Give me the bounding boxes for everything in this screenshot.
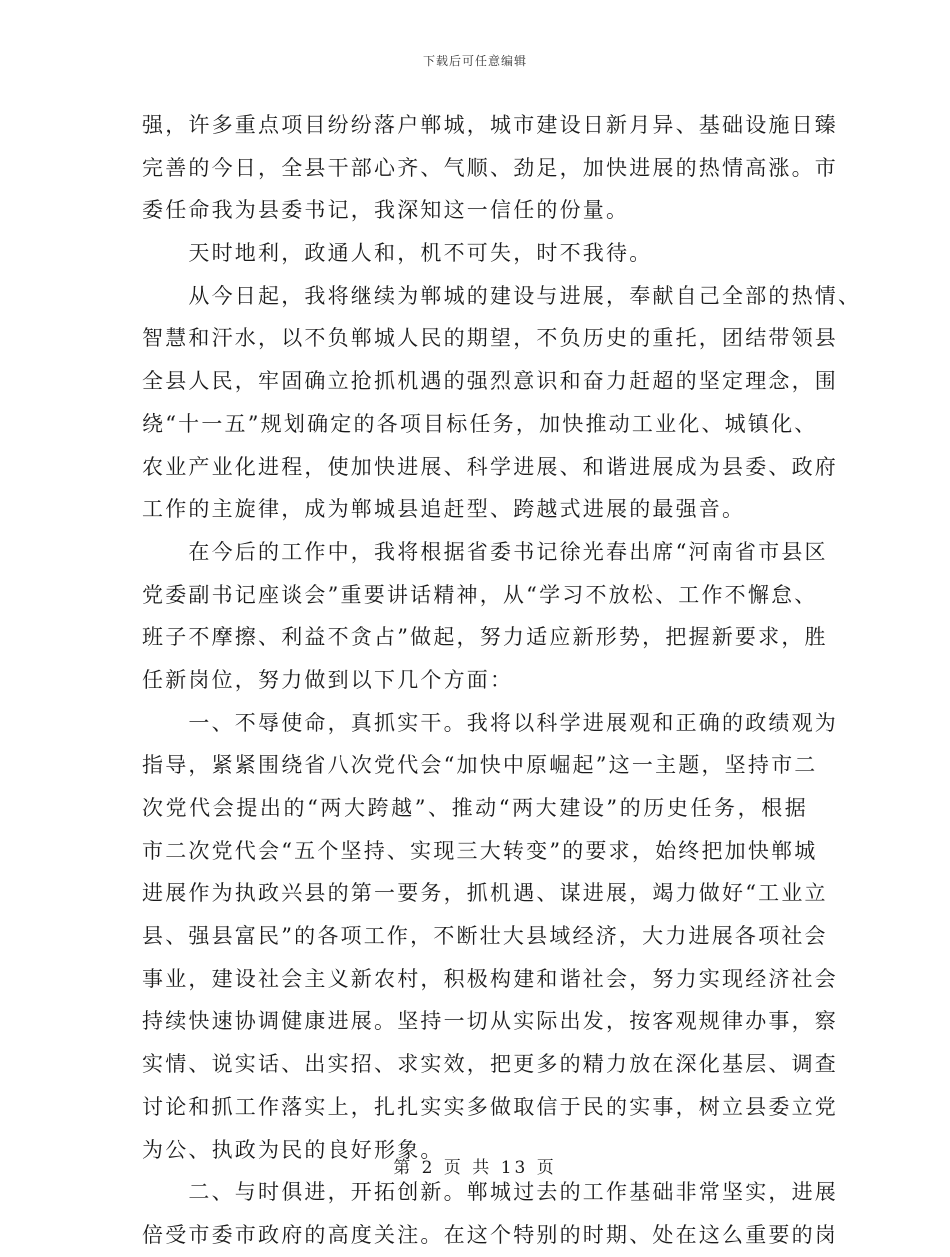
text-line: 强，许多重点项目纷纷落户郸城，城市建设日新月异、基础设施日臻: [142, 113, 838, 137]
text-line: 任新岗位，努力做到以下几个方面：: [142, 667, 514, 692]
text-line: 一、不辱使命，真抓实干。我将以科学进展观和正确的政绩观为: [142, 710, 838, 735]
text-line: 二、与时俱进，开拓创新。郸城过去的工作基础非常坚实，进展: [142, 1180, 838, 1205]
page-number-footer: 第 2 页 共 13 页: [393, 1158, 557, 1178]
text-line: 从今日起，我将继续为郸城的建设与进展，奉献自己全部的热情、: [142, 283, 862, 308]
text-line: 在今后的工作中，我将根据省委书记徐光春出席“河南省市县区: [142, 539, 828, 564]
text-line: 党委副书记座谈会”重要讲话精神，从“学习不放松、工作不懈怠、: [142, 582, 818, 607]
text-line: 县、强县富民”的各项工作，不断壮大县域经济，大力进展各项社会: [142, 924, 828, 949]
text-line: 绕“十一五”规划确定的各项目标任务，加快推动工业化、城镇化、: [142, 411, 818, 436]
text-line: 倍受市委市政府的高度关注。在这个特别的时期、处在这么重要的岗: [142, 1222, 838, 1247]
document-body: [142, 104, 862, 1257]
text-line: 智慧和汗水，以不负郸城人民的期望，不负历史的重托，团结带领县: [142, 326, 838, 351]
text-line: 完善的今日，全县干部心齐、气顺、劲足，加快进展的热情高涨。市: [142, 155, 838, 180]
text-line: 持续快速协调健康进展。坚持一切从实际出发，按客观规律办事，察: [142, 1009, 838, 1034]
text-line: 讨论和抓工作落实上，扎扎实实多做取信于民的实事，树立县委立党: [142, 1094, 838, 1119]
page-header-note: 下载后可任意编辑: [422, 54, 527, 68]
text-line: 进展作为执政兴县的第一要务，抓机遇、谋进展，竭力做好“工业立: [142, 881, 828, 906]
text-line: 工作的主旋律，成为郸城县追赶型、跨越式进展的最强音。: [142, 497, 746, 522]
text-line: 实情、说实话、出实招、求实效，把更多的精力放在深化基层、调查: [142, 1052, 838, 1077]
text-line: 班子不摩擦、利益不贪占”做起，努力适应新形势，把握新要求，胜: [142, 625, 828, 650]
text-line: 次党代会提出的“两大跨越”、推动“两大建设”的历史任务，根据: [142, 796, 808, 820]
text-line: 农业产业化进程，使加快进展、科学进展、和谐进展成为县委、政府: [142, 454, 838, 479]
text-line: 天时地利，政通人和，机不可失，时不我待。: [142, 241, 653, 266]
text-line: 事业，建设社会主义新农村，积极构建和谐社会，努力实现经济社会: [142, 966, 838, 991]
text-line: 指导，紧紧围绕省八次党代会“加快中原崛起”这一主题，坚持市二: [142, 753, 818, 778]
text-line: 委任命我为县委书记，我深知这一信任的份量。: [142, 198, 630, 223]
text-line: 为公、执政为民的良好形象。: [142, 1137, 444, 1162]
text-line: 市二次党代会“五个坚持、实现三大转变”的要求，始终把加快郸城: [142, 838, 818, 863]
text-line: 全县人民，牢固确立抢抓机遇的强烈意识和奋力赶超的坚定理念，围: [142, 369, 838, 394]
